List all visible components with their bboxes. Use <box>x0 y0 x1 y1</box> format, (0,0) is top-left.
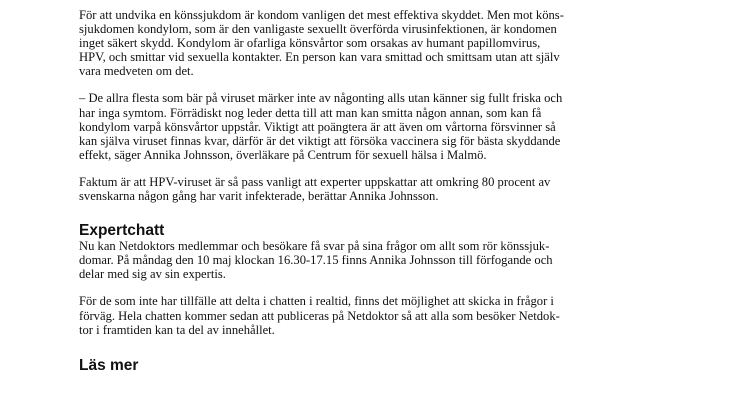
text-line: kondylom varpå könsvårtor uppstår. Viktigt att poängtera är att även om vårtorna försvinner så <box>79 119 556 134</box>
text-line: vara medveten om det. <box>79 64 194 79</box>
expert-chat-info-paragraph <box>79 294 669 336</box>
intro-paragraph <box>79 8 669 78</box>
text-line: har inga symtom. Förrädiskt nog leder detta till att man kan smitta någon annan, som kan få <box>79 105 542 120</box>
expert-chat-paragraph <box>79 239 669 281</box>
text-line: inget säkert skydd. Kondylom är ofarliga könsvårtor som orsakas av humant papillomvirus, <box>79 36 541 51</box>
text-line: HPV, och smittar vid sexuella kontakter. En person kan vara smittad och smittsam utan att själv <box>79 50 560 65</box>
text-line: sjukdomen kondylom, som är den vanligaste sexuellt överförda virusinfektionen, är kondomen <box>79 22 557 37</box>
text-line: För de som inte har tillfälle att delta i chatten i realtid, finns det möjlighet att skicka in frågor i <box>79 294 554 309</box>
text-line: delar med sig av sin expertis. <box>79 267 226 282</box>
article-body <box>79 8 669 374</box>
text-line: Faktum är att HPV-viruset är så pass vanligt att experter uppskattar att omkring 80 procent av <box>79 174 551 189</box>
text-line: förväg. Hela chatten kommer sedan att publiceras på Netdoktor så att alla som besöker Netdok- <box>79 308 560 323</box>
read-more-heading: Läs mer <box>79 356 139 374</box>
expert-chat-heading: Expertchatt <box>79 222 165 240</box>
text-line: Nu kan Netdoktors medlemmar och besökare få svar på sina frågor om allt som rör könssjuk- <box>79 239 550 254</box>
text-line: domar. På måndag den 10 maj klockan 16.30-17.15 finns Annika Johnsson till förfogande och <box>79 253 553 268</box>
quote-paragraph <box>79 91 669 161</box>
text-line: kan själva viruset finnas kvar, därför är det viktigt att försöka vaccinera sig för bästa skyddande <box>79 133 561 148</box>
fact-paragraph <box>79 175 669 203</box>
text-line: effekt, säger Annika Johnsson, överläkare på Centrum för sexuell hälsa i Malmö. <box>79 147 487 162</box>
text-line: tor i framtiden kan ta del av innehållet. <box>79 322 275 337</box>
text-line: svenskarna någon gång har varit infekterade, berättar Annika Johnsson. <box>79 189 439 204</box>
text-line: För att undvika en könssjukdom är kondom vanligen det mest effektiva skyddet. Men mot köns- <box>79 8 564 22</box>
text-line: – De allra flesta som bär på viruset märker inte av någonting alls utan känner sig fullt friska och <box>79 91 563 106</box>
